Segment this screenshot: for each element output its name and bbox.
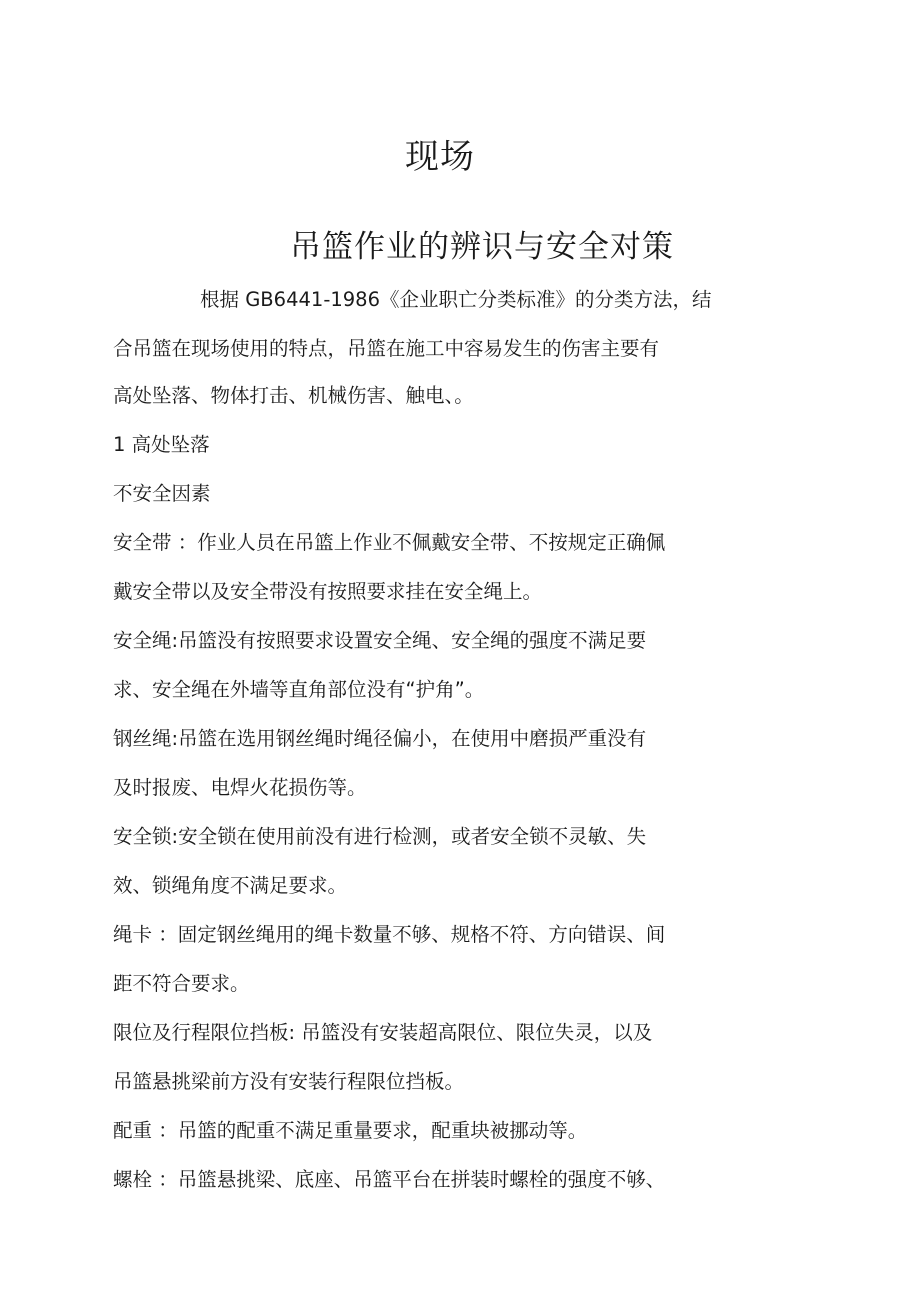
paragraph-line: 绳卡 ：固定钢丝绳用的绳卡数量不够、规格不符、方向错误、间 <box>113 923 666 946</box>
paragraph-line: 钢丝绳:吊篮在选用钢丝绳时绳径偏小，在使用中磨损严重没有 <box>113 727 647 750</box>
paragraph-line: 及时报废、电焊火花损伤等。 <box>113 776 367 799</box>
paragraph-line: 安全锁:安全锁在使用前没有进行检测，或者安全锁不灵敏、失 <box>113 825 647 848</box>
paragraph-line: 根据 GB6441-1986《企业职亡分类标准》的分类方法，结 <box>200 288 712 311</box>
paragraph-line: 合吊篮在现场使用的特点，吊篮在施工中容易发生的伤害主要有 <box>113 337 660 360</box>
paragraph-line: 高处坠落、物体打击、机械伤害、触电、。 <box>113 384 474 407</box>
paragraph-line: 螺栓 ：吊篮悬挑梁、底座、吊篮平台在拼装时螺栓的强度不够、 <box>113 1168 666 1191</box>
document-title: 现场 <box>405 137 475 177</box>
document-subtitle: 吊篮作业的辨识与安全对策 <box>290 229 674 265</box>
paragraph-line: 限位及行程限位挡板: 吊篮没有安装超高限位、限位失灵，以及 <box>113 1021 653 1044</box>
section-heading: 1 高处坠落 <box>113 433 210 456</box>
paragraph-line: 距不符合要求。 <box>113 972 250 995</box>
paragraph-line: 安全带 ：作业人员在吊篮上作业不佩戴安全带、不按规定正确佩 <box>113 531 666 554</box>
paragraph-line: 吊篮悬挑梁前方没有安装行程限位挡板。 <box>113 1070 465 1093</box>
subsection-heading: 不安全因素 <box>113 482 211 505</box>
paragraph-line: 戴安全带以及安全带没有按照要求挂在安全绳上。 <box>113 580 543 603</box>
paragraph-line: 配重 ：吊篮的配重不满足重量要求，配重块被挪动等。 <box>113 1119 588 1142</box>
paragraph-line: 安全绳:吊篮没有按照要求设置安全绳、安全绳的强度不满足要 <box>113 629 647 652</box>
paragraph-line: 求、安全绳在外墙等直角部位没有“护角”。 <box>113 678 485 701</box>
paragraph-line: 效、锁绳角度不满足要求。 <box>113 874 348 897</box>
